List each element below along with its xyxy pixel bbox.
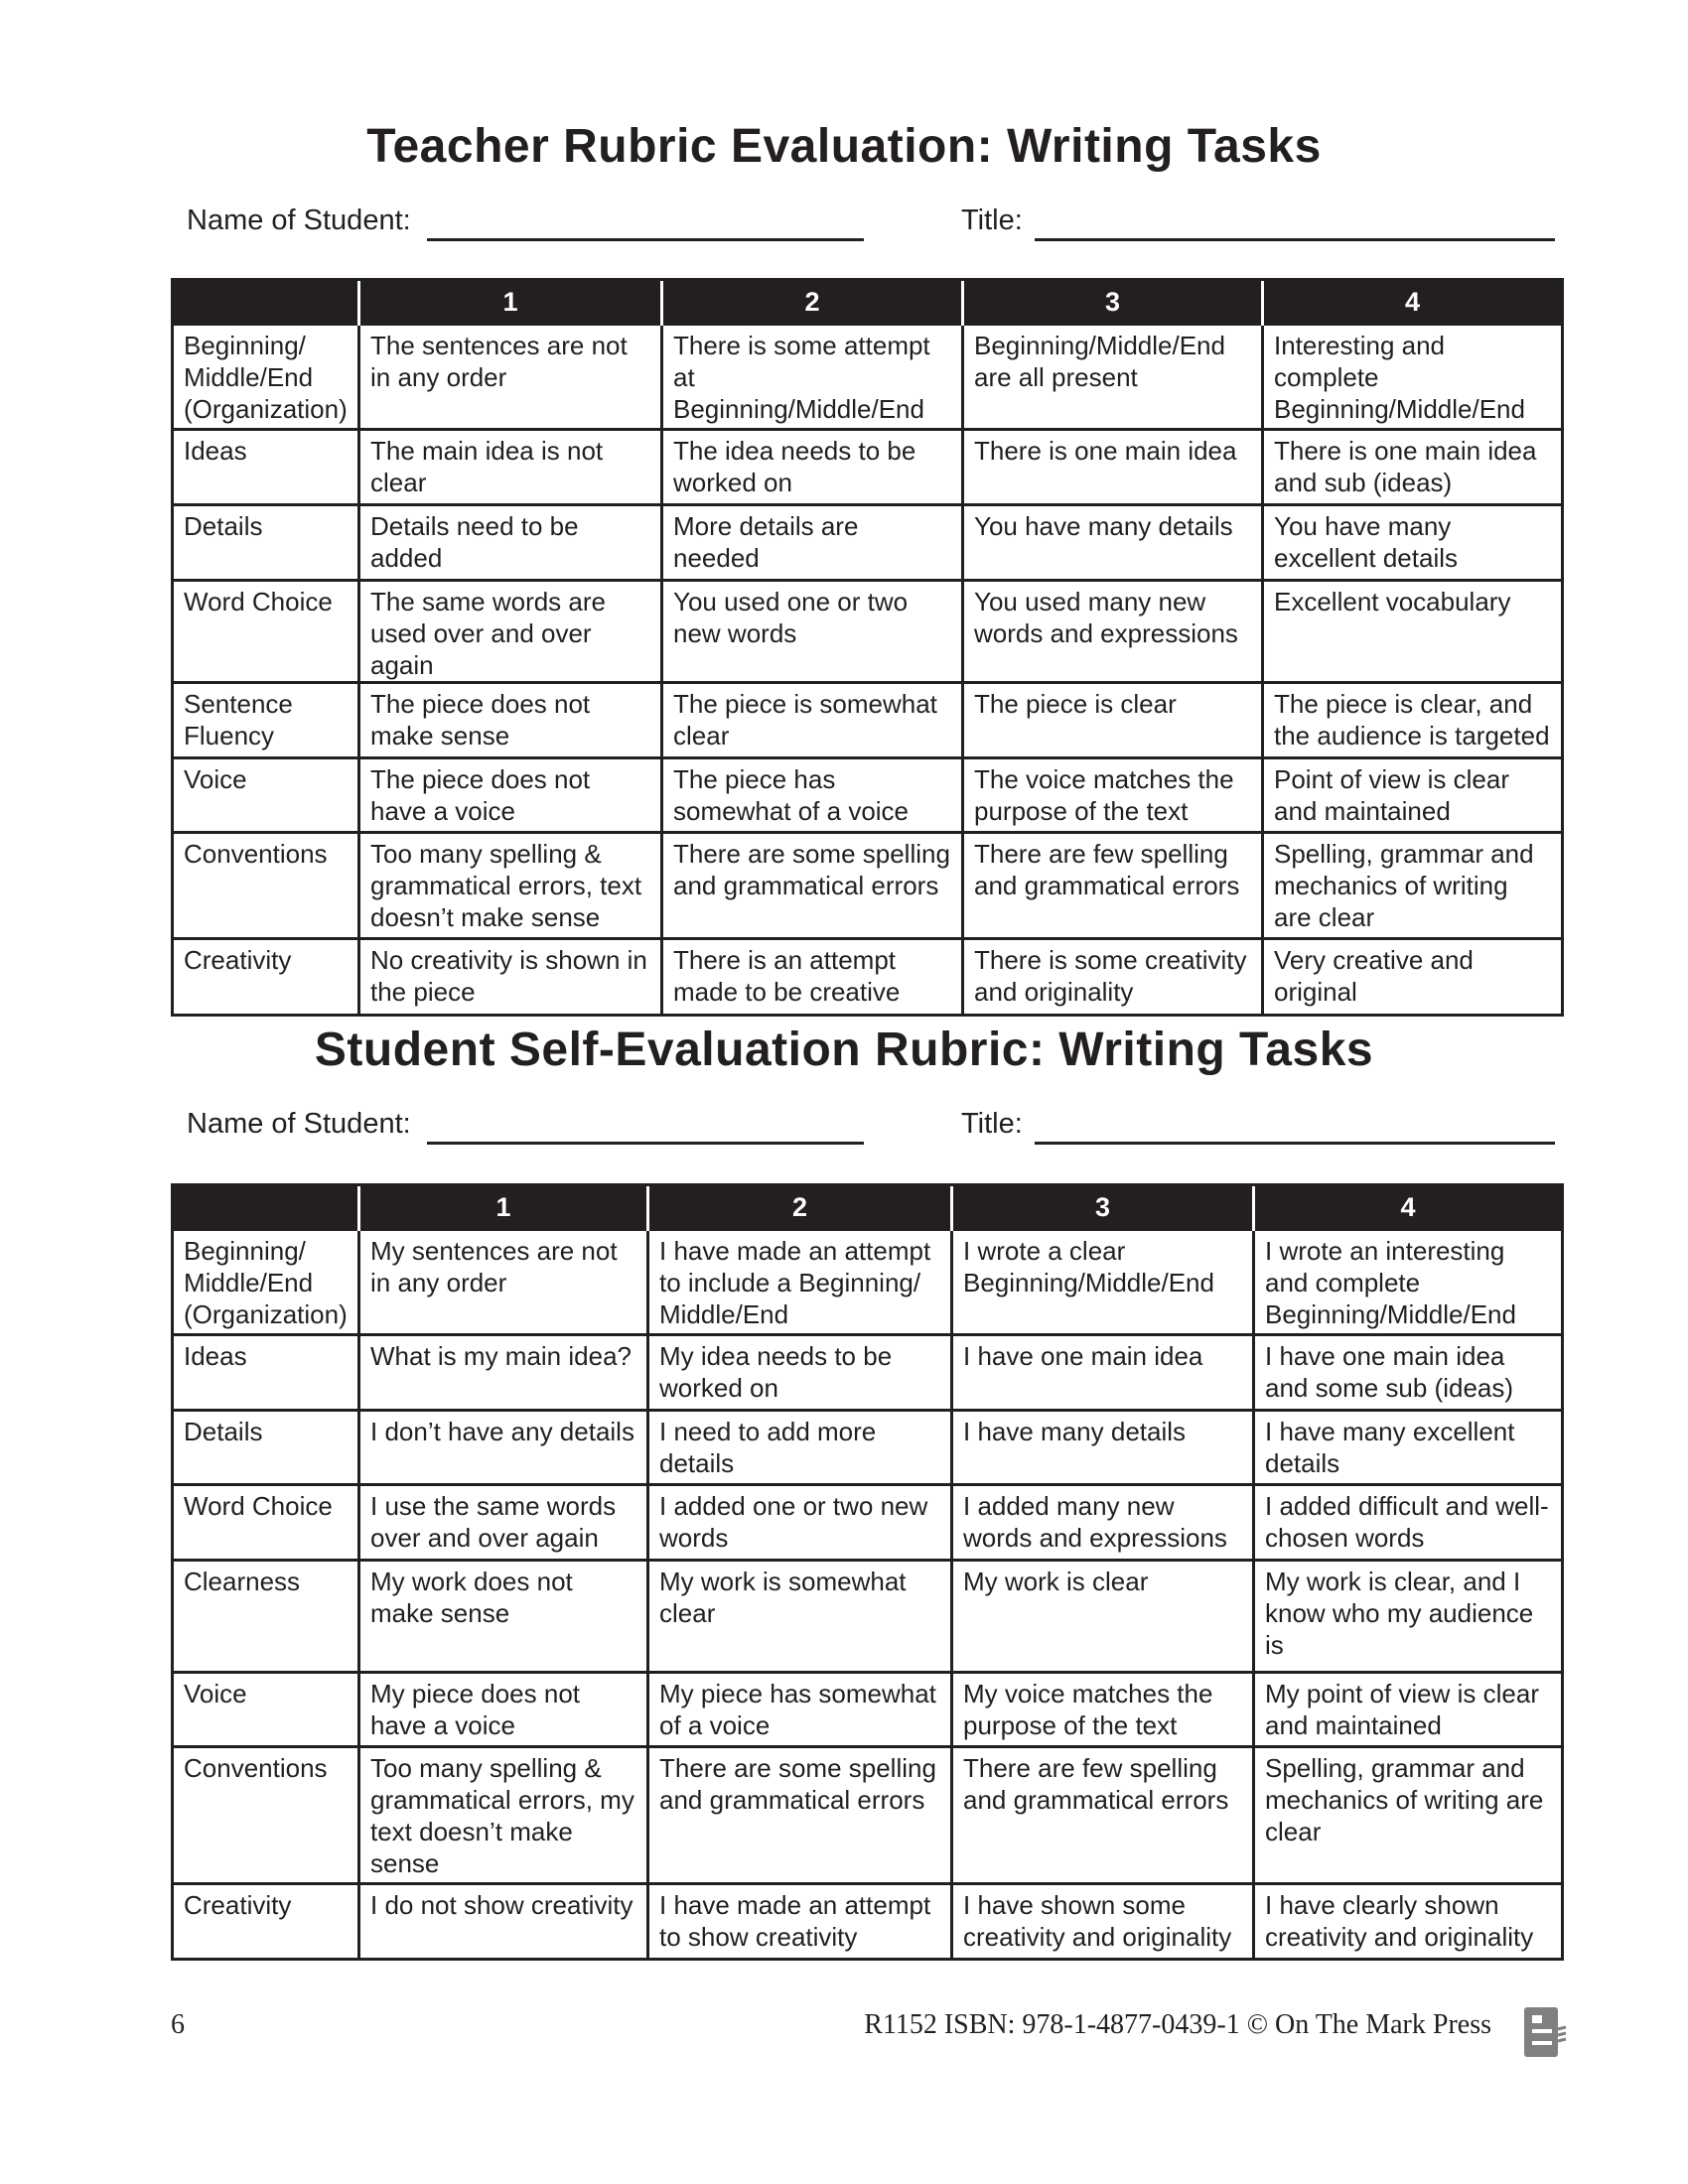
rubric-cell: Too many spelling & grammatical errors, my text doesn’t make sense — [359, 1747, 648, 1884]
criterion-cell: Details — [173, 505, 359, 581]
rubric-cell: There is one main idea — [963, 430, 1263, 505]
header-criterion — [173, 280, 359, 325]
teacher-rubric-title: Teacher Rubric Evaluation: Writing Tasks — [366, 120, 1322, 173]
rubric-cell: My work is clear, and I know who my audience is — [1254, 1561, 1563, 1673]
table-row — [173, 683, 1563, 758]
page-number: 6 — [171, 2009, 185, 2040]
publisher-line: R1152 ISBN: 978-1-4877-0439-1 © On The Mark Press — [864, 2009, 1491, 2040]
student-rubric-table — [171, 1183, 1564, 1961]
rubric-cell: Beginning/Middle/End are all present — [963, 325, 1263, 430]
table-row — [173, 1747, 1563, 1884]
header-score-4: 4 — [1254, 1185, 1563, 1230]
rubric-cell: I have one main idea and some sub (ideas) — [1254, 1335, 1563, 1411]
criterion-cell: Ideas — [173, 1335, 359, 1411]
rubric-cell: My piece has somewhat of a voice — [648, 1673, 952, 1747]
criterion-cell: Word Choice — [173, 1485, 359, 1561]
rubric-cell: I need to add more details — [648, 1411, 952, 1485]
table-header-row — [173, 280, 1563, 325]
rubric-cell: You have many details — [963, 505, 1263, 581]
rubric-cell: The voice matches the purpose of the text — [963, 758, 1263, 833]
rubric-cell: I wrote a clear Beginning/Middle/End — [952, 1230, 1254, 1335]
rubric-cell: I added one or two new words — [648, 1485, 952, 1561]
rubric-cell: I have many excellent details — [1254, 1411, 1563, 1485]
criterion-cell: Creativity — [173, 1884, 359, 1960]
student-name-label: Name of Student: — [187, 205, 411, 236]
table-row — [173, 1230, 1563, 1335]
rubric-cell: There are few spelling and grammatical errors — [963, 833, 1263, 939]
rubric-cell: More details are needed — [662, 505, 963, 581]
rubric-cell: I have one main idea — [952, 1335, 1254, 1411]
rubric-cell: My work is clear — [952, 1561, 1254, 1673]
rubric-cell: The sentences are not in any order — [359, 325, 662, 430]
rubric-cell: I do not show creativity — [359, 1884, 648, 1960]
header-score-3: 3 — [963, 280, 1263, 325]
rubric-cell: I don’t have any details — [359, 1411, 648, 1485]
header-score-1: 1 — [359, 1185, 648, 1230]
table-row — [173, 939, 1563, 1016]
table-row — [173, 1485, 1563, 1561]
rubric-cell: Very creative and original — [1263, 939, 1563, 1016]
criterion-cell: Conventions — [173, 833, 359, 939]
rubric-cell: The piece does not have a voice — [359, 758, 662, 833]
rubric-cell: My voice matches the purpose of the text — [952, 1673, 1254, 1747]
header-score-3: 3 — [952, 1185, 1254, 1230]
rubric-cell: There is some attempt at Beginning/Middle/End — [662, 325, 963, 430]
criterion-cell: Beginning/ Middle/End (Organization) — [173, 1230, 359, 1335]
rubric-cell: I use the same words over and over again — [359, 1485, 648, 1561]
title-label: Title: — [961, 205, 1023, 236]
rubric-cell: The piece does not make sense — [359, 683, 662, 758]
table-row — [173, 1411, 1563, 1485]
criterion-cell: Clearness — [173, 1561, 359, 1673]
rubric-cell: There are some spelling and grammatical errors — [662, 833, 963, 939]
title-label: Title: — [961, 1108, 1023, 1140]
criterion-cell: Word Choice — [173, 581, 359, 683]
table-row — [173, 1673, 1563, 1747]
student-name-field[interactable] — [427, 1142, 864, 1145]
rubric-cell: I have made an attempt to show creativity — [648, 1884, 952, 1960]
rubric-cell: My sentences are not in any order — [359, 1230, 648, 1335]
rubric-cell: I have made an attempt to include a Beginning/ Middle/End — [648, 1230, 952, 1335]
rubric-cell: Details need to be added — [359, 505, 662, 581]
table-row — [173, 325, 1563, 430]
table-row — [173, 758, 1563, 833]
table-row — [173, 430, 1563, 505]
rubric-cell: There are few spelling and grammatical errors — [952, 1747, 1254, 1884]
rubric-cell: The piece is clear, and the audience is targeted — [1263, 683, 1563, 758]
rubric-cell: The main idea is not clear — [359, 430, 662, 505]
rubric-cell: No creativity is shown in the piece — [359, 939, 662, 1016]
rubric-cell: I wrote an interesting and complete Beginning/Middle/End — [1254, 1230, 1563, 1335]
rubric-cell: The piece has somewhat of a voice — [662, 758, 963, 833]
rubric-cell: There is some creativity and originality — [963, 939, 1263, 1016]
rubric-cell: Spelling, grammar and mechanics of writing are clear — [1263, 833, 1563, 939]
criterion-cell: Conventions — [173, 1747, 359, 1884]
header-score-4: 4 — [1263, 280, 1563, 325]
book-logo-icon — [1522, 2005, 1568, 2059]
rubric-cell: My point of view is clear and maintained — [1254, 1673, 1563, 1747]
table-row — [173, 581, 1563, 683]
rubric-cell: Too many spelling & grammatical errors, text doesn’t make sense — [359, 833, 662, 939]
header-criterion — [173, 1185, 359, 1230]
rubric-cell: I have clearly shown creativity and originality — [1254, 1884, 1563, 1960]
rubric-cell: My idea needs to be worked on — [648, 1335, 952, 1411]
rubric-cell: You used one or two new words — [662, 581, 963, 683]
rubric-cell: There is one main idea and sub (ideas) — [1263, 430, 1563, 505]
criterion-cell: Voice — [173, 1673, 359, 1747]
rubric-cell: What is my main idea? — [359, 1335, 648, 1411]
student-name-line — [187, 1108, 1557, 1148]
criterion-cell: Ideas — [173, 430, 359, 505]
rubric-cell: My piece does not have a voice — [359, 1673, 648, 1747]
teacher-name-line — [187, 205, 1557, 244]
student-name-label: Name of Student: — [187, 1108, 411, 1140]
rubric-cell: You used many new words and expressions — [963, 581, 1263, 683]
rubric-cell: My work does not make sense — [359, 1561, 648, 1673]
header-score-2: 2 — [648, 1185, 952, 1230]
header-score-2: 2 — [662, 280, 963, 325]
rubric-cell: The piece is clear — [963, 683, 1263, 758]
title-field[interactable] — [1035, 1142, 1555, 1145]
table-row — [173, 1884, 1563, 1960]
rubric-cell: The same words are used over and over again — [359, 581, 662, 683]
table-row — [173, 833, 1563, 939]
table-row — [173, 505, 1563, 581]
student-name-field[interactable] — [427, 238, 864, 241]
student-rubric-title: Student Self-Evaluation Rubric: Writing Tasks — [314, 1024, 1374, 1076]
table-row — [173, 1335, 1563, 1411]
rubric-cell: The piece is somewhat clear — [662, 683, 963, 758]
rubric-cell: There is an attempt made to be creative — [662, 939, 963, 1016]
header-score-1: 1 — [359, 280, 662, 325]
rubric-cell: My work is somewhat clear — [648, 1561, 952, 1673]
table-row — [173, 1561, 1563, 1673]
rubric-cell: I have many details — [952, 1411, 1254, 1485]
rubric-cell: Interesting and complete Beginning/Middle/End — [1263, 325, 1563, 430]
rubric-cell: You have many excellent details — [1263, 505, 1563, 581]
criterion-cell: Sentence Fluency — [173, 683, 359, 758]
teacher-rubric-table — [171, 278, 1564, 1017]
criterion-cell: Creativity — [173, 939, 359, 1016]
criterion-cell: Beginning/ Middle/End (Organization) — [173, 325, 359, 430]
rubric-cell: I have shown some creativity and originality — [952, 1884, 1254, 1960]
rubric-cell: I added difficult and well-chosen words — [1254, 1485, 1563, 1561]
table-header-row — [173, 1185, 1563, 1230]
rubric-cell: There are some spelling and grammatical errors — [648, 1747, 952, 1884]
criterion-cell: Voice — [173, 758, 359, 833]
rubric-cell: Excellent vocabulary — [1263, 581, 1563, 683]
title-field[interactable] — [1035, 238, 1555, 241]
rubric-cell: The idea needs to be worked on — [662, 430, 963, 505]
rubric-cell: Spelling, grammar and mechanics of writing are clear — [1254, 1747, 1563, 1884]
criterion-cell: Details — [173, 1411, 359, 1485]
rubric-cell: Point of view is clear and maintained — [1263, 758, 1563, 833]
rubric-cell: I added many new words and expressions — [952, 1485, 1254, 1561]
